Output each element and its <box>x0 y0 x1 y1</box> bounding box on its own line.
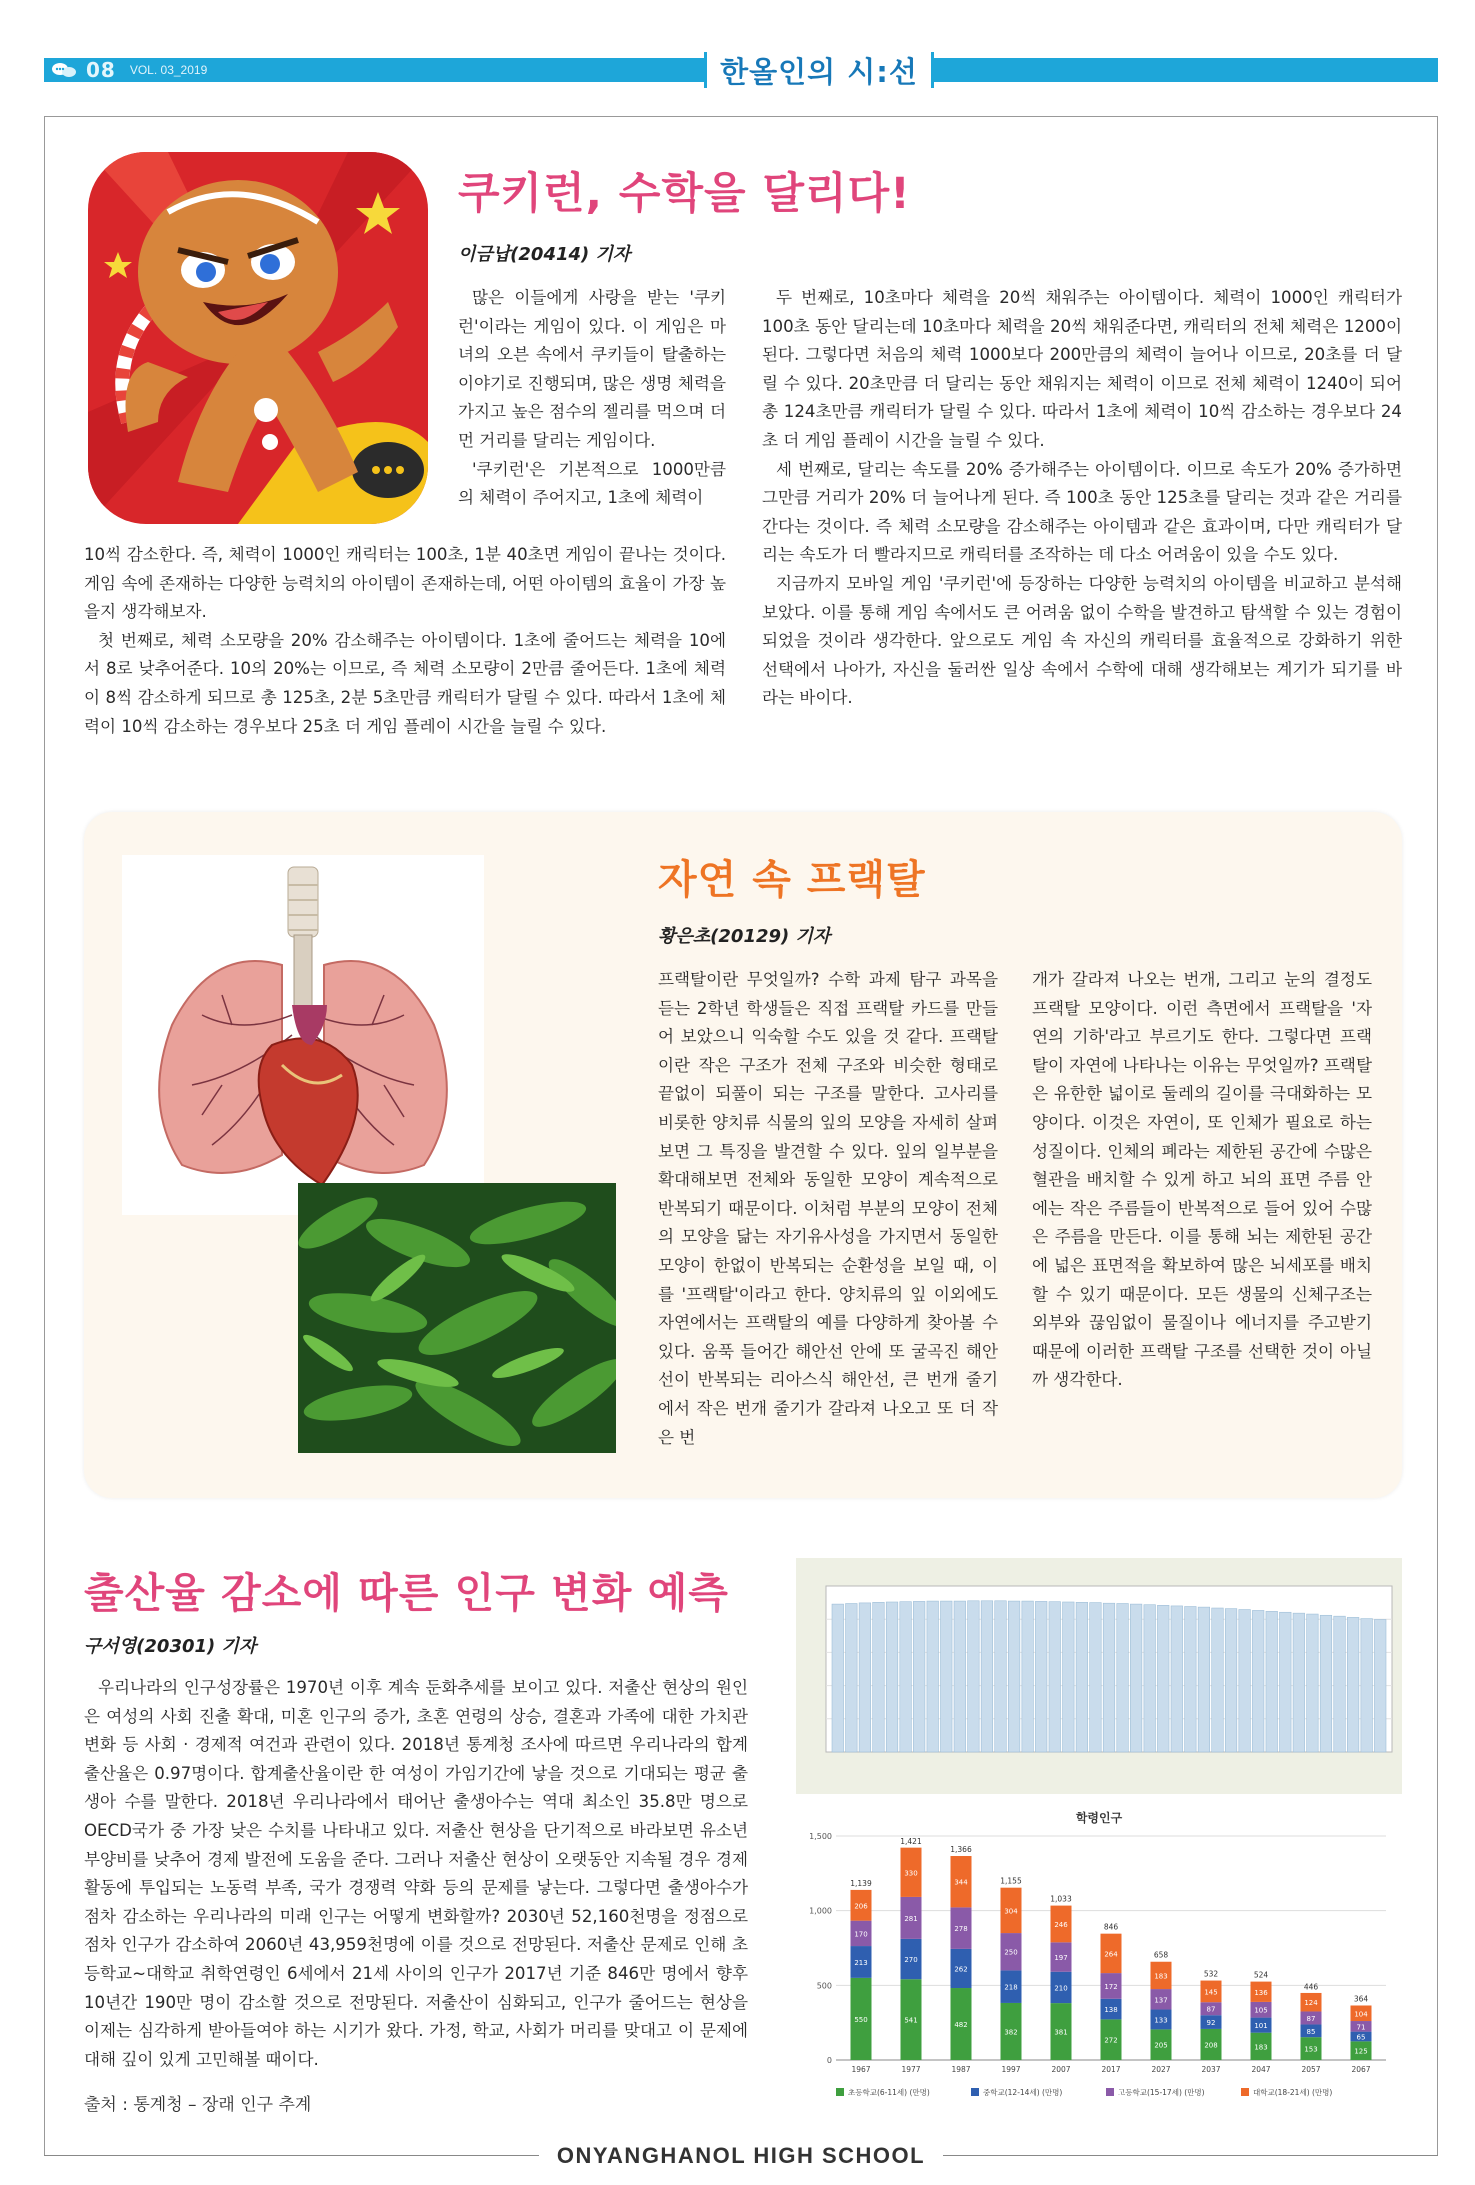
y-tick-label: 1,500 <box>809 1832 832 1841</box>
segment-value-label: 183 <box>1154 1972 1168 1981</box>
paragraph: 세 번째로, 달리는 속도를 20% 증가해주는 아이템이다. 이므로 속도가 20% 증가하면 그만큼 거리가 20% 더 늘어나게 된다. 즉 100초 동안 125초를 달리는 것과 같은 거리를 간다는 것이다. 즉 체력 소모량을 감소해주는 아이템과 같은 효과이며, 다만 캐릭터가 달리는 속도가 더 빨라지므로 캐릭터를 조작하는 데 다소 어려움이 있을 수도 있다. <box>762 459 1402 565</box>
segment-value-label: 104 <box>1354 2010 1368 2019</box>
bar <box>1307 1614 1319 1752</box>
bar <box>927 1601 939 1752</box>
segment-value-label: 183 <box>1254 2043 1268 2052</box>
paragraph: 많은 이들에게 사랑을 받는 '쿠키런'이라는 게임이 있다. 이 게임은 마녀의 오븐 속에서 쿠키들이 탈출하는 이야기로 진행되며, 많은 생명 체력을 가지고 높은 점수의 젤리를 먹으며 더 먼 거리를 달리는 게임이다. <box>458 288 726 450</box>
y-tick-label: 500 <box>816 1981 832 1991</box>
bar <box>1374 1620 1386 1752</box>
article2-column2 <box>1032 966 1372 1395</box>
legend-label: 중학교(12-14세) (만명) <box>983 2088 1063 2097</box>
paragraph: 두 번째로, 10초마다 체력을 20씩 채워주는 아이템이다. 체력이 1000인 캐릭터가 100초 동안 달리는데 10초마다 체력을 20씩 채워준다면, 캐릭터의 전체 체력은 1200이 된다. 그렇다면 처음의 체력 1000보다 200만큼의 체력이 늘어나 이므로, 20초를 더 달릴 수 있다. 20초만큼 더 달리는 동안 채워지는 체력이 이므로 전체 체력이 1240이 되어 총 124초만큼 캐릭터가 달릴 수 있다. 따라서 1초에 체력이 10씩 감소하는 경우보다 24초 더 게임 플레이 시간을 늘릴 수 있다. <box>762 288 1402 450</box>
bar <box>1063 1602 1075 1752</box>
x-tick-label: 2007 <box>1051 2065 1071 2074</box>
article2-byline: 황은초(20129) 기자 <box>658 926 831 947</box>
y-tick-label: 1,000 <box>809 1906 832 1916</box>
bar <box>900 1602 912 1752</box>
population-trend-svg <box>796 1558 1402 1794</box>
article2-title: 자연 속 프랙탈 <box>658 857 926 903</box>
bar <box>1049 1602 1061 1752</box>
total-value-label: 658 <box>1153 1950 1169 1960</box>
segment-value-label: 65 <box>1356 2033 1366 2042</box>
bar <box>1252 1610 1264 1752</box>
cookie-run-app-icon <box>88 152 428 524</box>
x-tick-label: 1967 <box>851 2065 871 2074</box>
bar <box>1171 1606 1183 1752</box>
segment-value-label: 206 <box>854 1902 868 1911</box>
paragraph: 우리나라의 인구성장률은 1970년 이후 계속 둔화추세를 보이고 있다. 저출산 현상의 원인은 여성의 사회 진출 확대, 미혼 인구의 증가, 초혼 연령의 상승, 결혼과 가족에 대한 가치관 변화 등 사회 · 경제적 여건과 관련이 있다. 2018년 통계청 조사에 따르면 우리나라의 합계출산율은 0.97명이다. 합계출산율이란 한 여성이 가임기간에 낳을 것으로 기대되는 평균 출생아 수를 말한다. 2018년 우리나라에서 태어난 출생아수는 역대 최소인 35.8만 명으로 OECD국가 중 가장 낮은 수치를 나타내고 있다. 저출산 현상을 단기적으로 바라보면 유소년 부양비를 낮추어 경제 발전에 도움을 준다. 그러나 저출산 현상이 오랫동안 지속될 경우 경제 활동에 투입되는 노동력 부족, 국가 경쟁력 약화 등의 문제를 낳는다. 그렇다면 출생아수가 점차 감소하는 우리나라의 미래 인구는 어떻게 변화할까? 2030년 52,160천명을 정점으로 점차 인구가 감소하여 2060년 43,959천명에 이를 것으로 전망된다. 저출산 문제로 인해 초등학교~대학교 취학연령인 6세에서 21세 사이의 인구가 2017년 기준 846만 명에서 향후 10년간 190만 명이 감소할 것으로 전망된다. 저출산이 심화되고, 인구가 줄어드는 현상을 이제는 심각하게 받아들여야 하는 시기가 왔다. 가정, 학교, 사회가 머리를 맞대고 이 문제에 대해 깊이 있게 고민해볼 때이다. <box>84 1678 748 2069</box>
bar <box>1225 1609 1237 1752</box>
paragraph: 지금까지 모바일 게임 '쿠키런'에 등장하는 다양한 능력치의 아이템을 비교하고 분석해보았다. 이를 통해 게임 속에서도 큰 어려움 없이 수학을 발견하고 탐색할 수 있는 경험이 되었을 것이라 생각한다. 앞으로도 게임 속 자신의 캐릭터를 효율적으로 강화하기 위한 선택에서 나아가, 자신을 둘러싼 일상 속에서 수학에 대해 생각해보는 계기가 되기를 바라는 바이다. <box>762 573 1402 708</box>
segment-value-label: 87 <box>1206 2005 1216 2014</box>
article1-byline: 이금납(20414) 기자 <box>458 244 631 265</box>
bar <box>981 1601 993 1752</box>
bar <box>954 1601 966 1752</box>
segment-value-label: 153 <box>1304 2045 1318 2054</box>
bar <box>995 1601 1007 1752</box>
bar <box>859 1603 871 1752</box>
segment-value-label: 136 <box>1254 1988 1268 1997</box>
population-trend-chart <box>796 1558 1402 1794</box>
segment-value-label: 482 <box>954 2021 968 2030</box>
x-tick-label: 1977 <box>901 2065 921 2074</box>
bar <box>1157 1605 1169 1752</box>
segment-value-label: 381 <box>1054 2028 1068 2037</box>
chart-title: 학령인구 <box>1075 1811 1123 1825</box>
legend-label: 대학교(18-21세) (만명) <box>1253 2088 1333 2097</box>
bar <box>1035 1601 1047 1752</box>
segment-value-label: 197 <box>1054 1954 1068 1963</box>
segment-value-label: 213 <box>854 1958 868 1967</box>
segment-value-label: 344 <box>954 1878 968 1887</box>
bar <box>1198 1607 1210 1752</box>
paragraph: 프랙탈이란 무엇일까? 수학 과제 탐구 과목을 듣는 2학년 학생들은 직접 프랙탈 카드를 만들어 보았으니 익숙할 수도 있을 것 같다. 프랙탈이란 작은 구조가 전체 구조와 비슷한 형태로 끝없이 되풀이 되는 구조를 말한다. 고사리를 비롯한 양치류 식물의 잎의 모양을 자세히 살펴보면 그 특징을 발견할 수 있다. 잎의 일부분을 확대해보면 전체와 동일한 모양이 계속적으로 반복되기 때문이다. 이처럼 부분의 모양이 전체의 모양을 닮는 자기유사성을 가지면서 동일한 모양이 한없이 반복되는 순환성을 보일 때, 이를 '프랙탈'이라고 한다. 양치류의 잎 이외에도 자연에서는 프랙탈의 예를 다양하게 찾아볼 수 있다. 움푹 들어간 해안선 안에 또 굴곡진 해안선이 반복되는 리아스식 해안선, 큰 번개 줄기에서 작은 번개 줄기가 갈라져 나오고 또 더 작은 번 <box>658 970 998 1447</box>
school-age-population-chart <box>796 1806 1402 2112</box>
bar <box>913 1601 925 1752</box>
total-value-label: 1,033 <box>1050 1894 1072 1904</box>
paragraph: '쿠키런'은 기본적으로 1000만큼의 체력이 주어지고, 1초에 체력이 <box>458 459 726 508</box>
footer-rule-left <box>44 2155 564 2156</box>
segment-value-label: 304 <box>1004 1907 1018 1916</box>
x-tick-label: 2027 <box>1151 2065 1171 2074</box>
bar <box>1090 1603 1102 1752</box>
bar <box>1280 1612 1292 1752</box>
bar <box>1361 1619 1373 1752</box>
x-tick-label: 2057 <box>1301 2065 1321 2074</box>
segment-value-label: 85 <box>1306 2027 1316 2036</box>
bar <box>873 1602 885 1752</box>
bar <box>886 1602 898 1752</box>
legend-swatch <box>1106 2088 1114 2096</box>
segment-value-label: 330 <box>904 1869 918 1878</box>
footer-rule-right <box>918 2155 1438 2156</box>
bar <box>940 1601 952 1752</box>
segment-value-label: 124 <box>1304 1999 1318 2008</box>
paragraph: 첫 번째로, 체력 소모량을 20% 감소해주는 아이템이다. 1초에 줄어드는 체력을 10에서 8로 낮추어준다. 10의 20%는 이므로, 즉 체력 소모량이 2만큼 줄어든다. 1초에 체력이 8씩 감소하게 되므로 총 125초, 2분 5초만큼 캐릭터가 달릴 수 있다. 따라서 1초에 체력이 10씩 감소하는 경우보다 25초 더 게임 플레이 시간을 늘릴 수 있다. <box>84 630 726 736</box>
bar <box>1103 1603 1115 1752</box>
segment-value-label: 101 <box>1254 2022 1268 2031</box>
total-value-label: 1,366 <box>950 1845 972 1855</box>
article3-source: 출처 : 통계청 – 장래 인구 추계 <box>84 2095 312 2115</box>
segment-value-label: 272 <box>1104 2036 1118 2045</box>
segment-value-label: 133 <box>1154 2016 1168 2025</box>
bar <box>968 1601 980 1752</box>
article1-column1-top <box>458 284 726 513</box>
page-number: 08 <box>86 58 116 82</box>
bar <box>1334 1616 1346 1752</box>
legend-swatch <box>836 2088 844 2096</box>
article1-column1-bottom <box>84 541 726 741</box>
legend-label: 초등학교(6-11세) (만명) <box>848 2088 930 2097</box>
total-value-label: 532 <box>1203 1969 1219 1979</box>
school-name: ONYANGHANOL HIGH SCHOOL <box>539 2143 943 2169</box>
bar <box>1320 1615 1332 1752</box>
segment-value-label: 172 <box>1104 1982 1118 1991</box>
article1-column2 <box>762 284 1402 713</box>
bar <box>1185 1607 1197 1752</box>
article3-title: 출산율 감소에 따른 인구 변화 예측 <box>84 1569 729 1617</box>
article2-column1 <box>658 966 998 1452</box>
x-tick-label: 1987 <box>951 2065 971 2074</box>
total-value-label: 1,139 <box>850 1878 872 1888</box>
lungs-illustration <box>122 855 484 1215</box>
bar <box>1022 1601 1034 1752</box>
bar <box>1212 1608 1224 1752</box>
segment-value-label: 137 <box>1154 1996 1168 2005</box>
segment-value-label: 145 <box>1204 1988 1218 1997</box>
segment-value-label: 270 <box>904 1956 918 1965</box>
segment-value-label: 218 <box>1004 1983 1018 1992</box>
segment-value-label: 250 <box>1004 1948 1018 1957</box>
fern-photo <box>298 1183 616 1453</box>
x-tick-label: 2037 <box>1201 2065 1221 2074</box>
bar <box>1008 1601 1020 1752</box>
bar <box>1076 1602 1088 1752</box>
segment-value-label: 550 <box>854 2015 868 2024</box>
article1-title: 쿠키런, 수학을 달리다! <box>458 169 911 219</box>
total-value-label: 1,155 <box>1000 1876 1022 1886</box>
segment-value-label: 87 <box>1306 2014 1316 2023</box>
segment-value-label: 125 <box>1354 2047 1368 2056</box>
segment-value-label: 92 <box>1206 2019 1216 2028</box>
paragraph: 개가 갈라져 나오는 번개, 그리고 눈의 결정도 프랙탈 모양이다. 이런 측면에서 프랙탈을 '자연의 기하'라고 부르기도 한다. 그렇다면 프랙탈이 자연에 나타나는 이유는 무엇일까? 프랙탈은 유한한 넓이로 둘레의 길이를 극대화하는 모양이다. 이것은 자연이, 또 인체가 필요로 하는 성질이다. 인체의 폐라는 제한된 공간에 수많은 혈관을 배치할 수 있게 하고 뇌의 표면 주름 안에는 작은 주름들이 반복적으로 들어 있어 수많은 주름을 만든다. 이를 통해 뇌는 제한된 공간에 넓은 표면적을 확보하여 많은 뇌세포를 배치할 수 있기 때문이다. 모든 생물의 신체구조는 외부와 끊임없이 물질이나 에너지를 주고받기 때문에 이러한 프랙탈 구조를 선택한 것이 아닐까 생각한다. <box>1032 970 1372 1390</box>
segment-value-label: 246 <box>1054 1920 1068 1929</box>
total-value-label: 524 <box>1253 1970 1269 1980</box>
legend-swatch <box>971 2088 979 2096</box>
bar <box>1239 1610 1251 1752</box>
segment-value-label: 208 <box>1204 2041 1218 2050</box>
bar <box>1347 1617 1359 1752</box>
segment-value-label: 382 <box>1004 2028 1018 2037</box>
speech-bubbles-icon <box>50 61 78 79</box>
bar <box>832 1604 844 1752</box>
segment-value-label: 281 <box>904 1914 918 1923</box>
y-tick-label: 0 <box>826 2056 832 2065</box>
total-value-label: 446 <box>1303 1982 1319 1992</box>
paragraph: 10씩 감소한다. 즉, 체력이 1000인 캐릭터는 100초, 1분 40초면 게임이 끝나는 것이다. 게임 속에 존재하는 다양한 능력치의 아이템이 존재하는데, 어떤 아이템의 효율이 가장 높을지 생각해보자. <box>84 545 726 622</box>
x-tick-label: 2047 <box>1251 2065 1271 2074</box>
segment-value-label: 170 <box>854 1930 868 1939</box>
total-value-label: 1,421 <box>900 1836 922 1846</box>
article3-body <box>84 1674 748 2074</box>
segment-value-label: 264 <box>1104 1950 1118 1959</box>
legend-label: 고등학교(15-17세) (만명) <box>1118 2088 1205 2097</box>
segment-value-label: 278 <box>954 1925 968 1934</box>
bar <box>1130 1604 1142 1752</box>
total-value-label: 364 <box>1353 1994 1369 2004</box>
segment-value-label: 71 <box>1356 2023 1366 2032</box>
bar <box>1144 1605 1156 1752</box>
x-tick-label: 2067 <box>1351 2065 1371 2074</box>
page-header <box>44 52 1438 89</box>
segment-value-label: 541 <box>904 2016 918 2025</box>
segment-value-label: 262 <box>954 1965 968 1974</box>
article3-byline: 구서영(20301) 기자 <box>84 1636 257 1657</box>
bar <box>1117 1604 1129 1752</box>
segment-value-label: 205 <box>1154 2041 1168 2050</box>
bar <box>1293 1613 1305 1752</box>
x-tick-label: 2017 <box>1101 2065 1121 2074</box>
segment-value-label: 138 <box>1104 2006 1118 2015</box>
x-tick-label: 1997 <box>1001 2065 1021 2074</box>
bar <box>846 1604 858 1752</box>
total-value-label: 846 <box>1103 1922 1119 1932</box>
page-footer <box>44 2138 1438 2174</box>
segment-value-label: 210 <box>1054 1984 1068 1993</box>
segment-value-label: 105 <box>1254 2006 1268 2015</box>
volume-label: VOL. 03_2019 <box>129 63 208 77</box>
section-title: 한올인의 시:선 <box>704 52 934 88</box>
header-left <box>44 58 207 82</box>
bar <box>1266 1611 1278 1752</box>
legend-swatch <box>1241 2088 1249 2096</box>
school-age-population-svg <box>796 1806 1402 2112</box>
